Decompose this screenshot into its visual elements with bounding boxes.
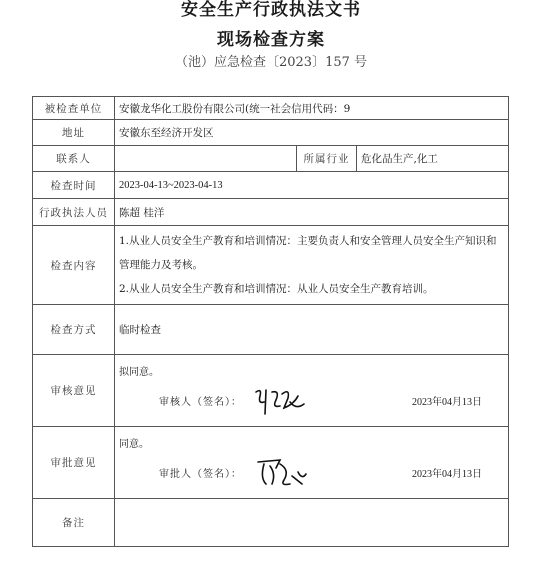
document-number: （池）应急检查〔2023〕157 号: [174, 55, 368, 70]
time-value: 2023-04-13~2023-04-13: [115, 172, 509, 199]
content-item: 2.从业人员安全生产教育和培训情况：从业人员安全生产教育培训。: [119, 283, 434, 295]
review-label: 审核意见: [33, 355, 115, 427]
approval-label: 审批意见: [33, 427, 115, 499]
approval-cell: [115, 427, 509, 499]
industry-label: 所属行业: [297, 146, 357, 172]
row-approval: [33, 427, 509, 499]
officers-value: 陈超 桂洋: [115, 199, 509, 226]
approver-signature-icon: [250, 454, 310, 490]
contact-value: [115, 146, 297, 172]
address-value: 安徽东至经济开发区: [115, 120, 509, 146]
row-remarks: [33, 499, 509, 547]
remarks-label: 备注: [33, 499, 115, 547]
officers-label: 行政执法人员: [33, 199, 115, 226]
row-inspected-unit: [33, 97, 509, 120]
approval-date: 2023年04月13日: [412, 468, 482, 480]
contact-label: 联系人: [33, 146, 115, 172]
row-address: [33, 120, 509, 146]
time-label: 检查时间: [33, 172, 115, 199]
document-title: 安全生产行政执法文书: [181, 0, 361, 20]
inspection-form-table: [32, 96, 509, 547]
content-value: [115, 226, 509, 305]
review-cell: [115, 355, 509, 427]
inspected-unit-label: 被检查单位: [33, 97, 115, 120]
content-item: 1.从业人员安全生产教育和培训情况：主要负责人和安全管理人员安全生产知识和管理能力及考核。: [119, 235, 497, 271]
method-label: 检查方式: [33, 305, 115, 355]
review-opinion: 拟同意。: [119, 367, 159, 378]
address-label: 地址: [33, 120, 115, 146]
row-review: [33, 355, 509, 427]
review-signer-label: 审核人（签名）：: [159, 396, 242, 408]
content-label: 检查内容: [33, 226, 115, 305]
approval-opinion: 同意。: [119, 439, 149, 450]
row-contact: [33, 146, 509, 172]
review-date: 2023年04月13日: [412, 396, 482, 408]
row-time: [33, 172, 509, 199]
approval-signer-label: 审批人（签名）：: [159, 468, 242, 480]
document-subtitle: 现场检查方案: [217, 30, 325, 50]
inspected-unit-value: 安徽龙华化工股份有限公司(统一社会信用代码：9: [115, 97, 509, 120]
review-signature-line: [119, 382, 504, 418]
row-method: [33, 305, 509, 355]
reviewer-signature-icon: [250, 382, 310, 418]
method-value: 临时检查: [115, 305, 509, 355]
remarks-value: [115, 499, 509, 547]
industry-value: 危化品生产,化工: [357, 146, 509, 172]
row-officers: [33, 199, 509, 226]
approval-signature-line: [119, 454, 504, 490]
row-content: [33, 226, 509, 305]
